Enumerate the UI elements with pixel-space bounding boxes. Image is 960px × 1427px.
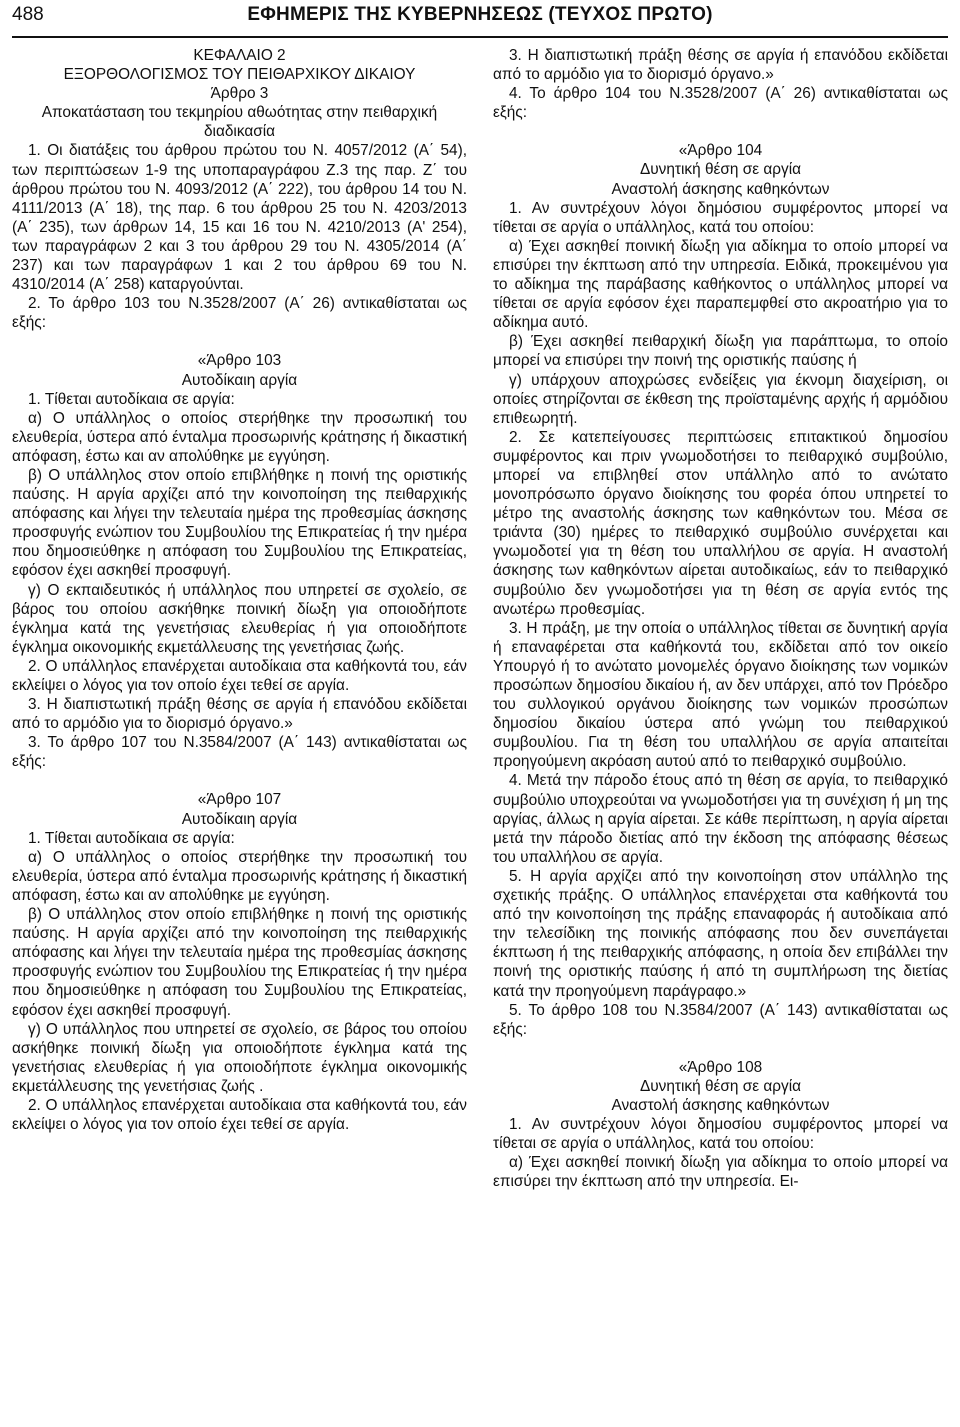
right-column-paragraph: β) Έχει ασκηθεί πειθαρχική δίωξη για παράπτωμα, το οποίο μπορεί να επισύρει την ποινή της οριστικής παύσης ή [493, 333, 948, 370]
left-column-paragraph: β) Ο υπάλληλος στον οποίο επιβλήθηκε η ποινή της οριστικής παύσης. Η αργία αρχίζει από την κοινοποίηση της πειθαρχικής απόφασης και λήγει την τελευταία ημέρα της προθεσμίας άσκησης προσφυγής ενώπιον του Συμβουλίου της Επικρατείας ή την ημέρα που δημοσιεύθηκε η απόφαση του Συμβουλίου της Επικρατείας, εφόσον έχει ασκηθεί προσφυγή. [12, 906, 467, 1019]
left-column-paragraph: γ) Ο υπάλληλος που υπηρετεί σε σχολείο, σε βάρος του οποίου ασκήθηκε ποινική δίωξη για οποιοδήποτε έγκλημα κατά της γενετήσιας ελευθερίας ή για οποιοδήποτε έγκλημα οικονομικής εκμετάλλευσης της γενετήσιας ζωής . [12, 1020, 467, 1095]
right-column-paragraph: Αναστολή άσκησης καθηκόντων [611, 180, 830, 198]
left-column-paragraph: ΕΞΟΡΘΟΛΟΓΙΣΜΟΣ ΤΟΥ ΠΕΙΘΑΡΧΙΚΟΥ ΔΙΚΑΙΟΥ [63, 66, 416, 84]
right-column-paragraph: 3. Η πράξη, με την οποία ο υπάλληλος τίθεται σε δυνητική αργία ή επαναφέρεται στα καθήκοντά του, εκδίδεται από τον οικείο Υπουργό ή το ανώτατο μονομελές όργανο διοίκησης των νομικών προσώπων δημοσίου δικαίου ή, αν δεν υπάρχει, από τον Πρόεδρο του συλλογικού οργάνου διοίκησης των νομικών προσώπων δημοσίου δικαίου ύστερα από γνώμη του πειθαρχικού συμβουλίου. Για τη θέση του υπαλλήλου σε αργία απαιτείται προηγούμενη ακρόαση αυτού από το πειθαρχικό συμβούλιο. [493, 619, 948, 771]
right-column-paragraph: «Άρθρο 104 [678, 142, 763, 160]
left-column-paragraph: 1. Τίθεται αυτοδίκαια σε αργία: [28, 829, 235, 847]
right-column-paragraph: Δυνητική θέση σε αργία [639, 1077, 802, 1095]
left-column-paragraph: «Άρθρο 103 [197, 352, 282, 370]
right-column-paragraph: 4. Μετά την πάροδο έτους από τη θέση σε αργία, το πειθαρχικό συμβούλιο υποχρεούται να γνωμοδοτήσει για τη συνέχιση ή μη της αργίας, άλλως η αργία αίρεται. Σε κάθε περίπτωση, η αργία αίρεται μετά την πάροδο διετίας από την έκδοση της απόφασης θέσεως του υπαλλήλου σε αργία. [493, 772, 948, 866]
right-column-paragraph: Δυνητική θέση σε αργία [639, 161, 802, 179]
right-column-paragraph: 1. Αν συντρέχουν λόγοι δημοσίου συμφέροντος μπορεί να τίθεται σε αργία ο υπάλληλος, κατά του οποίου: [493, 1116, 948, 1153]
left-column-paragraph: α) Ο υπάλληλος ο οποίος στερήθηκε την προσωπική του ελευθερία, ύστερα από ένταλμα προσωρινής κράτησης ή δικαστική απόφαση, έστω και αν απολύθηκε με εγγύηση. [12, 848, 467, 904]
left-column-paragraph: 3. Η διαπιστωτική πράξη θέσης σε αργία ή επανόδου εκδίδεται από το αρμόδιο για το διορισμό όργανο.» [12, 696, 467, 733]
right-column-paragraph: α) Έχει ασκηθεί ποινική δίωξη για αδίκημα το οποίο μπορεί να επισύρει την έκπτωση από την υπηρεσία. Ειδικά, προκειμένου για το αδίκημα της παράβασης καθήκοντος ο υπάλληλος μπορεί να τίθεται σε αργία εφόσον έχει παραπεμφθεί στο ακροατήριο για το αδίκημα αυτό. [493, 237, 948, 332]
right-column-paragraph: 3. Η διαπιστωτική πράξη θέσης σε αργία ή επανόδου εκδίδεται από το αρμόδιο για το διορισμό όργανο.» [493, 47, 948, 84]
left-column-paragraph: Αποκατάσταση του τεκμηρίου αθωότητας στην πειθαρχική διαδικασία [41, 104, 438, 141]
left-column-paragraph: β) Ο υπάλληλος στον οποίο επιβλήθηκε η ποινή της οριστικής παύσης. Η αργία αρχίζει από την κοινοποίηση της πειθαρχικής απόφασης και λήγει την τελευταία ημέρα της προθεσμίας άσκησης προσφυγής ενώπιον του Συμβουλίου της Επικρατείας ή την ημέρα που δημοσιεύθηκε η απόφαση του Συμβουλίου της Επικρατείας, εφόσον έχει ασκηθεί προσφυγή. [12, 466, 467, 580]
left-column-paragraph: γ) Ο εκπαιδευτικός ή υπάλληλος που υπηρετεί σε σχολείο, σε βάρος του οποίου ασκήθηκε ποινική δίωξη για οποιοδήποτε έγκλημα κατά της γενετήσιας ελευθερίας ή για οποιοδήποτε έγκλημα οικονομικής εκμετάλλευσης της γενετήσιας ζωής. [12, 581, 467, 656]
right-column-paragraph: «Άρθρο 108 [678, 1058, 763, 1076]
left-column-paragraph: ΚΕΦΑΛΑΙΟ 2 [193, 47, 286, 64]
right-column-paragraph: 4. Το άρθρο 104 του Ν.3528/2007 (Α΄ 26) αντικαθίσταται ως εξής: [493, 85, 948, 122]
gazette-page [0, 2, 960, 1427]
left-column-paragraph: Άρθρο 3 [210, 85, 269, 103]
left-column-paragraph: 2. Το άρθρο 103 του Ν.3528/2007 (Α΄ 26) αντικαθίσταται ως εξής: [12, 295, 467, 332]
page-number: 488 [12, 4, 44, 25]
right-column-paragraph: 2. Σε κατεπείγουσες περιπτώσεις επιτακτικού δημοσίου συμφέροντος και πριν γνωμοδοτήσει το πειθαρχικό συμβούλιο, μπορεί να επιβληθεί στον υπάλληλο από το ανώτατο μονοπρόσωπο όργανο διοίκησης του φορέα όπου υπηρετεί το μέτρο της αναστολής άσκησης των καθηκόντων του. Μέσα σε τριάντα (30) ημέρες το πειθαρχικό συμβούλιο συνέρχεται και γνωμοδοτεί για τη θέση του υπαλλήλου σε αργία. Η αναστολή άσκησης των καθηκόντων αίρεται αυτοδικαίως, εάν το πειθαρχικό συμβούλιο δεν γνωμοδοτήσει για τη θέση σε αργία εντός της ανωτέρω προθεσμίας. [493, 428, 948, 618]
right-column-paragraph: 5. Η αργία αρχίζει από την κοινοποίηση στον υπάλληλο της σχετικής πράξης. Ο υπάλληλος επανέρχεται στα καθήκοντά του από την κοινοποίηση της πράξης επαναφοράς ή αυτοδίκαια από την τελεσίδικη της ποινικής απόφασης που δεν συνεπάγεται έκπτωση ή της πειθαρχικής απόφασης, η οποία δεν επιβάλλει την ποινή της οριστικής παύσης ή από τη συμπλήρωση της διετίας κατά την προηγούμενη παράγραφο.» [493, 867, 948, 1000]
right-column-paragraph: 5. Το άρθρο 108 του Ν.3584/2007 (Α΄ 143) αντικαθίσταται ως εξής: [493, 1001, 948, 1038]
right-column-paragraph: 1. Αν συντρέχουν λόγοι δημόσιου συμφέροντος μπορεί να τίθεται σε αργία ο υπάλληλος, κατά του οποίου: [493, 199, 948, 236]
page-header [12, 2, 948, 38]
left-column-paragraph: «Άρθρο 107 [197, 791, 282, 809]
left-column-paragraph: 1. Οι διατάξεις του άρθρου πρώτου του Ν. 4057/2012 (Α΄ 54), των περιπτώσεων 1-9 της υποπαραγράφου Ζ.3 της παρ. Ζ΄ του άρθρου πρώτου του Ν. 4093/2012 (Α΄ 222), του άρθρου 14 του Ν. 4111/2013 (Α΄ 18), της παρ. 6 του άρθρου 25 του Ν. 4203/2013 (Α΄ 235), των άρθρων 14, 15 και 16 του Ν. 4210/2013 (Α' 254), των παραγράφων 2 και 3 του άρθρου 29 του Ν. 4305/2014 (Α΄ 237) και των παραγράφων 1 και 2 του άρθρου 69 του Ν. 4310/2014 (Α΄ 258) καταργούνται. [12, 142, 467, 294]
left-column-paragraph: 1. Τίθεται αυτοδίκαια σε αργία: [28, 390, 235, 408]
right-column [493, 46, 948, 1191]
right-column-paragraph: Αναστολή άσκησης καθηκόντων [611, 1096, 830, 1114]
gazette-title: ΕΦΗΜΕΡΙΣ ΤΗΣ ΚΥΒΕΡΝΗΣΕΩΣ (ΤΕΥΧΟΣ ΠΡΩΤΟ) [247, 4, 713, 25]
left-column-paragraph: 3. Το άρθρο 107 του Ν.3584/2007 (Α΄ 143) αντικαθίσταται ως εξής: [12, 734, 467, 771]
left-column-paragraph: Αυτοδίκαιη αργία [181, 371, 298, 389]
text-columns [12, 46, 948, 1191]
right-column-paragraph: γ) υπάρχουν αποχρώσες ενδείξεις για έκνομη διαχείριση, οι οποίες στηρίζονται σε έκθεση της προϊσταμένης αρχής ή αρμόδιου επιθεωρητή. [493, 371, 948, 427]
left-column-paragraph: 2. Ο υπάλληλος επανέρχεται αυτοδίκαια στα καθήκοντά του, εάν εκλείψει ο λόγος για τον οποίο έχει τεθεί σε αργία. [12, 1096, 467, 1134]
left-column-paragraph: Αυτοδίκαιη αργία [181, 810, 298, 828]
left-column-paragraph: 2. Ο υπάλληλος επανέρχεται αυτοδίκαια στα καθήκοντά του, εάν εκλείψει ο λόγος για τον οποίο έχει τεθεί σε αργία. [12, 657, 467, 694]
left-column [12, 46, 467, 1191]
right-column-paragraph: α) Έχει ασκηθεί ποινική δίωξη για αδίκημα το οποίο μπορεί να επισύρει την έκπτωση από την υπηρεσία. Ει- [493, 1154, 948, 1191]
left-column-paragraph: α) Ο υπάλληλος ο οποίος στερήθηκε την προσωπική του ελευθερία, ύστερα από ένταλμα προσωρινής κράτησης ή δικαστική απόφαση, έστω και αν απολύθηκε με εγγύηση. [12, 409, 467, 465]
